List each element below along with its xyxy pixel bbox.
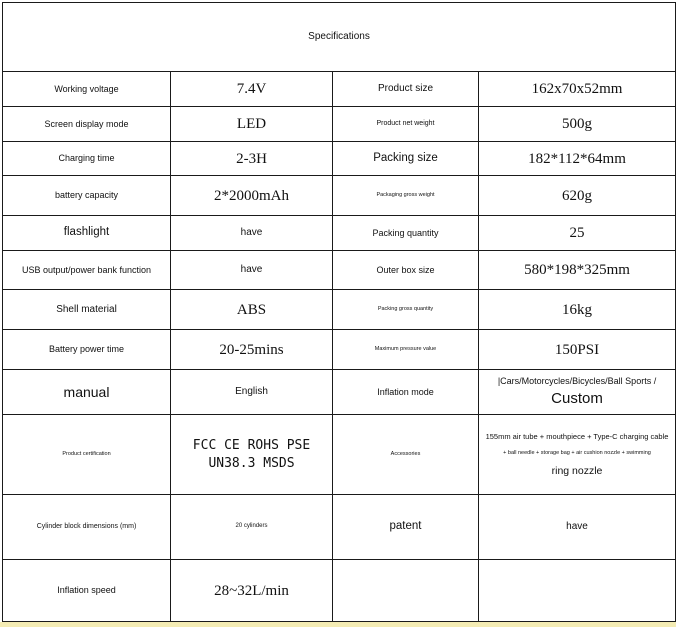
table-row bbox=[3, 560, 676, 622]
spec-label: battery capacity bbox=[3, 176, 171, 216]
spec-value: English bbox=[171, 370, 333, 415]
spec-value bbox=[479, 415, 676, 495]
spec-value bbox=[479, 560, 676, 622]
table-row bbox=[3, 216, 676, 251]
accessories-line-1: 155mm air tube + mouthpiece + Type-C charging cable bbox=[485, 431, 669, 441]
spec-value bbox=[171, 415, 333, 495]
spec-value: 162x70x52mm bbox=[479, 72, 676, 107]
spec-label: Inflation speed bbox=[3, 560, 171, 622]
table-row bbox=[3, 415, 676, 495]
spec-value: have bbox=[171, 216, 333, 251]
specifications-table bbox=[2, 2, 676, 622]
spec-value: 7.4V bbox=[171, 72, 333, 107]
table-row bbox=[3, 330, 676, 370]
spec-label: Maximum pressure value bbox=[333, 330, 479, 370]
spec-value: 20 cylinders bbox=[171, 495, 333, 560]
spec-label: Cylinder block dimensions (mm) bbox=[3, 495, 171, 560]
spec-value: have bbox=[479, 495, 676, 560]
spec-value: 2*2000mAh bbox=[171, 176, 333, 216]
spec-label: Battery power time bbox=[3, 330, 171, 370]
accessories-line-3: ring nozzle bbox=[551, 464, 603, 477]
spec-label: Outer box size bbox=[333, 251, 479, 290]
table-row bbox=[3, 251, 676, 290]
spec-label: Product net weight bbox=[333, 107, 479, 142]
spec-value: 182*112*64mm bbox=[479, 142, 676, 176]
spec-label: manual bbox=[3, 370, 171, 415]
title-row bbox=[3, 3, 676, 72]
spec-value: 20-25mins bbox=[171, 330, 333, 370]
spec-value: LED bbox=[171, 107, 333, 142]
spec-value: have bbox=[171, 251, 333, 290]
table-row bbox=[3, 176, 676, 216]
spec-label: Packing size bbox=[333, 142, 479, 176]
spec-label: Packing quantity bbox=[333, 216, 479, 251]
table-row bbox=[3, 290, 676, 330]
table-row bbox=[3, 370, 676, 415]
spec-label bbox=[333, 560, 479, 622]
spec-label: Charging time bbox=[3, 142, 171, 176]
spec-label: USB output/power bank function bbox=[3, 251, 171, 290]
spec-value: 28~32L/min bbox=[171, 560, 333, 622]
spec-value bbox=[479, 370, 676, 415]
table-row bbox=[3, 495, 676, 560]
spec-value: 620g bbox=[479, 176, 676, 216]
inflation-mode-custom: Custom bbox=[551, 390, 603, 408]
spec-label: Accessories bbox=[333, 415, 479, 495]
spec-value: 580*198*325mm bbox=[479, 251, 676, 290]
spec-label: Inflation mode bbox=[333, 370, 479, 415]
spec-label: Shell material bbox=[3, 290, 171, 330]
table-row bbox=[3, 142, 676, 176]
spec-label: Packing gross quantity bbox=[333, 290, 479, 330]
spec-label: Product size bbox=[333, 72, 479, 107]
inflation-mode-types: |Cars/Motorcycles/Bicycles/Ball Sports / bbox=[497, 375, 657, 386]
spec-value: 150PSI bbox=[479, 330, 676, 370]
accessories-line-2: + ball needle + storage bag + air cushion nozzle + swimming bbox=[503, 449, 651, 456]
spec-label: Packaging gross weight bbox=[333, 176, 479, 216]
certification-line-2: UN38.3 MSDS bbox=[208, 455, 295, 471]
spec-label: Product certification bbox=[3, 415, 171, 495]
spec-label: Working voltage bbox=[3, 72, 171, 107]
spec-label: patent bbox=[333, 495, 479, 560]
spec-label: flashlight bbox=[3, 216, 171, 251]
spec-value: 16kg bbox=[479, 290, 676, 330]
table-row bbox=[3, 72, 676, 107]
spec-value: 500g bbox=[479, 107, 676, 142]
spec-value: ABS bbox=[171, 290, 333, 330]
bottom-strip bbox=[0, 622, 676, 627]
spec-value: 2-3H bbox=[171, 142, 333, 176]
table-title: Specifications bbox=[3, 3, 676, 72]
certification-line-1: FCC CE ROHS PSE bbox=[192, 437, 311, 453]
spec-value: 25 bbox=[479, 216, 676, 251]
table-row bbox=[3, 107, 676, 142]
spec-label: Screen display mode bbox=[3, 107, 171, 142]
